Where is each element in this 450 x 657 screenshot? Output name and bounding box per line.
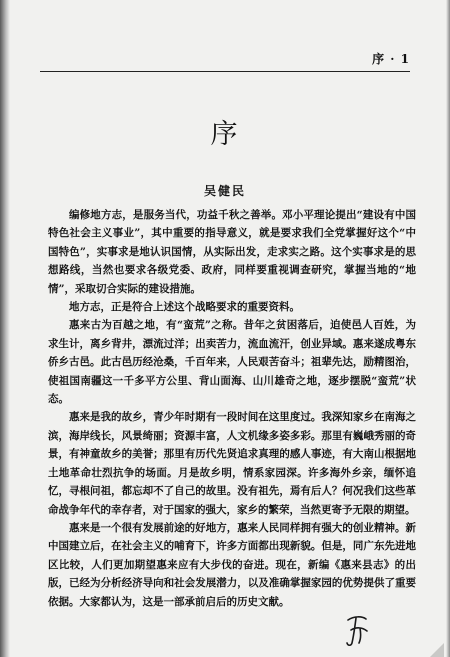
handwritten-signature-icon — [342, 612, 372, 648]
paragraph: 惠来古为百越之地，有“蛮荒”之称。昔年之贫困落后，迫使邑人百姓，为求生计，离乡背井，漂流过洋；出卖苦力，流血流汗，创业异域。惠来遂成粤东侨乡古邑。此古邑历经沧桑，千百年来，人民艰苦奋斗；祖辈先达，励精图治，使祖国南疆这一千多平方公里、背山面海、山川雄奇之地，逐步摆脱“蛮荒”状态。 — [48, 319, 416, 406]
author-name: 吴健民 — [203, 184, 246, 198]
scan-shadow-right — [446, 0, 450, 657]
preface-body — [48, 206, 416, 611]
paragraph: 惠来是我的故乡，青少年时期有一段时间在这里度过。我深知家乡在南海之滨，海岸线长，风景绮丽；资源丰富，人文机缘多姿多彩。那里有巍峨秀丽的奇景，有神童故乡的美誉；那里有历代先贤追求真理的感人事迹，有大南山根据地土地革命壮烈抗争的场面。月是故乡明，情系家园深。许多海外乡亲，缅怀追忆，寻根问祖，都忘却不了自己的故里。没有祖先，焉有后人？何况我们这些革命战争年代的幸存者，对于国家的强大，家乡的繁荣，当然更寄予无限的期望。 — [48, 411, 416, 516]
page-corner — [430, 643, 444, 657]
header-divider — [40, 71, 410, 72]
paragraph: 编修地方志，是服务当代，功益千秋之善举。邓小平理论提出“建设有中国特色社会主义事业”，其中重要的指导意义，就是要求我们全党掌握好这个“中国特色”，实事求是地认识国情，从实际出发，走求实之路。这个实事求是的思想路线，当然也要求各级党委、政府，同样要重视调查研究，掌握当地的“地情”，采取切合实际的建设措施。 — [48, 209, 416, 295]
running-header: 序 · 1 — [372, 52, 410, 66]
paragraph: 地方志，正是符合上述这个战略要求的重要资料。 — [69, 301, 300, 314]
page-title: 序 — [210, 119, 240, 150]
paragraph: 惠来是一个很有发展前途的好地方，惠来人民同样拥有强大的创业精神。新中国建立后，在社会主义的哺育下，许多方面都出现新貌。但是，同广东先进地区比较，人们更加期望惠来应有大步伐的奋进。现在，新编《惠来县志》的出版，已经为分析经济导向和社会发展潜力，以及准确掌握家园的优势提供了重要依据。大家都认为，这是一部承前启后的历史文献。 — [48, 521, 416, 608]
scan-shadow-left — [0, 0, 10, 657]
